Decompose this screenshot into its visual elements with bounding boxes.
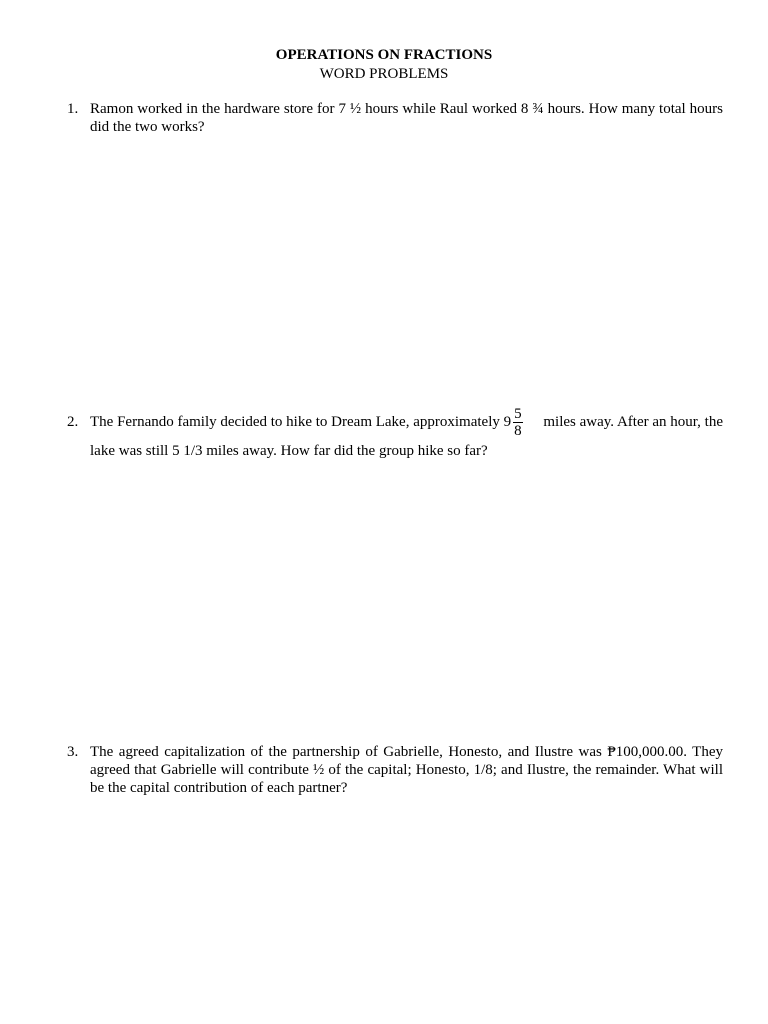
problem-text-line-1 bbox=[90, 404, 723, 440]
problem-text-before-fraction: The Fernando family decided to hike to Dream Lake, approximately 9 bbox=[90, 413, 512, 430]
problem-3 bbox=[67, 743, 723, 797]
problem-text: The agreed capitalization of the partnership of Gabrielle, Honesto, and Ilustre was ₱100,000.00. They agreed that Gabrielle will contribute ½ of the capital; Honesto, 1/8; and Ilustre, the remainder. What will be the capital contribution of each partner? bbox=[90, 744, 723, 796]
problem-text: Ramon worked in the hardware store for 7 ½ hours while Raul worked 8 ¾ hours. How many total hours did the two works? bbox=[90, 101, 723, 135]
worksheet-title: OPERATIONS ON FRACTIONS bbox=[275, 47, 493, 63]
worksheet-subtitle: WORD PROBLEMS bbox=[319, 66, 449, 82]
fraction-denominator: 8 bbox=[514, 422, 522, 439]
problem-2 bbox=[67, 404, 723, 460]
problem-text bbox=[90, 404, 723, 460]
mixed-number-fraction bbox=[513, 406, 523, 439]
problem-number: 2. bbox=[67, 414, 79, 430]
problem-1 bbox=[67, 100, 723, 136]
fraction-numerator: 5 bbox=[514, 405, 522, 422]
problem-text-after-fraction: miles away. After an hour, the bbox=[543, 414, 723, 430]
problem-number: 1. bbox=[67, 101, 79, 117]
worksheet-header bbox=[0, 46, 768, 84]
problem-number: 3. bbox=[67, 744, 79, 760]
problem-text-line-2: lake was still 5 1/3 miles away. How far did the group hike so far? bbox=[90, 443, 488, 459]
